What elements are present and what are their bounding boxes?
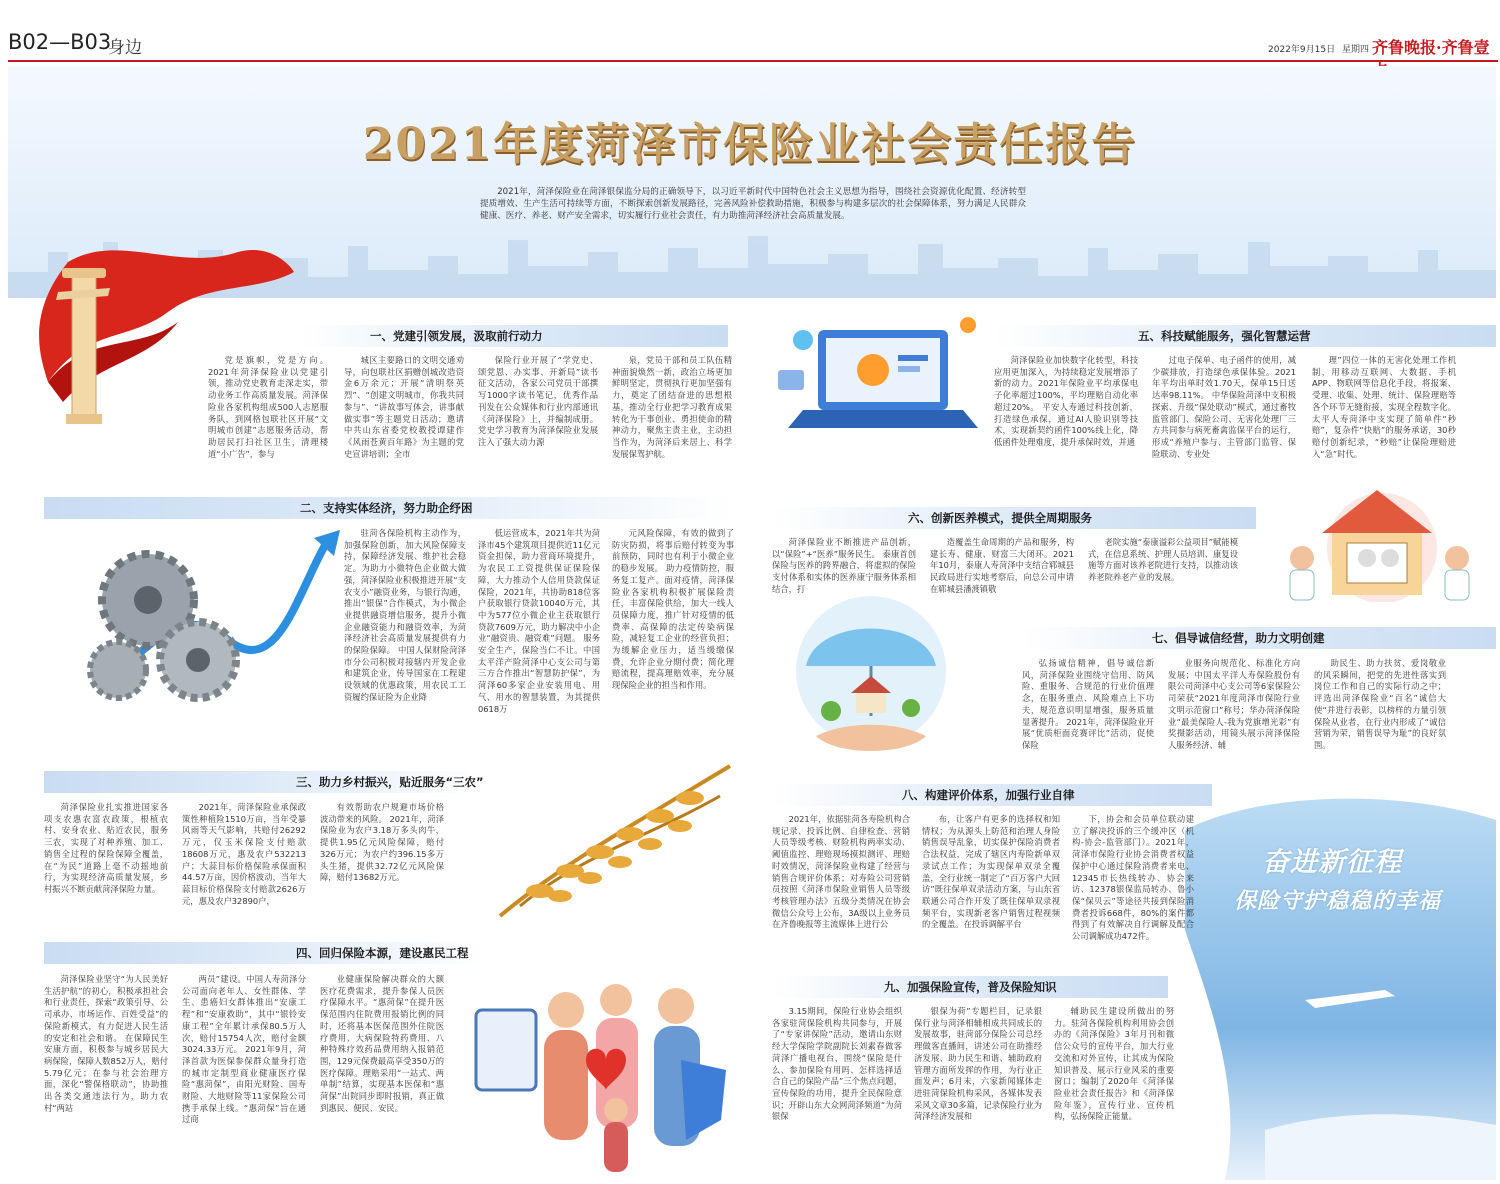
section-6-heading-bar [772,507,1256,529]
section-7-column-3: 助民生、助力扶贫、爱岗敬业的风采瞬间，把党的先进性落实到岗位工作和自己的实际行动之中；评选出菏泽保险业“百名”诚信大使“并进行表彰，以榜样的力量引领保险从业者，在行业内形成了“诚信营销为荣，销售误导为耻”的良好氛围。 [1314,658,1446,750]
family-illustration [466,970,736,1180]
section-4-heading: 四、回归保险本源，建设惠民工程 [296,946,469,960]
section-7-column-2: 业服务向规范化、标准化方向发展；中国太平洋人寿保险股份有限公司菏泽中心支公司等6家保险公司荣获“2021年度菏泽市保险行业文明示范窗口”称号；华办菏泽保险业“最美保险人-我为党旗增光彩”有奖摄影活动，用镜头展示菏泽保险人服务经济、辅 [1168,658,1300,750]
section-9-column-1: 3.15期间，保险行业协会组织各家驻菏保险机构共同参与，开展了“专家讲保险”活动，邀请山东财经大学保险学院副院长刘素春做客菏泽广播电视台，围绕“保险是什么、参加保险有用吗、怎样选择适合自己的保险产品”三个焦点问题，宣传保险的功用，提升全民保险意识；开辟山东大众网菏泽频道“为菏银保 [772,1006,902,1122]
section-8-heading: 八、构建评价体系，加强行业自律 [902,788,1075,802]
section-3-column-1: 菏泽保险业扎实推进国家各项支农惠农富农政策，根植农村、安身农业、贴近农民，服务三农，实现了对种养殖、加工、销售全过程的保险保障全覆盖，在“为民”道路上毫不动摇地前行，为实现经济高质量发展，乡村振兴不断贡献菏泽保险力量。 [44,802,168,894]
section-8-column-2: 布，让客户有更多的选择权和知情权；为从源头上防范和治理人身险销售误导乱象，切实保护保险消费者合法权益，完成了辖区内寿险新单双录试点工作；为实现保单双录全覆盖，全行业统一制定了“百万客户大回访”既往保单双录活动方案，与山东省联通公司合作开发了既往保单双录视频平台，实现新老客户销售过程视频的全覆盖。在投诉调解平台 [922,814,1060,930]
report-title: 2021年度菏泽市保险业社会责任报告 [362,119,1138,170]
slogan-line-2: 保险守护稳稳的幸福 [1234,888,1442,914]
section-5-column-2: 过电子保单、电子函件的使用，减少碳排放，打造绿色承保体验。2021年平均出单时效1.70天，保单15日送达率98.11%。 中华保险菏泽中支积极探索、升级“保处联动”模式，通过畜牧监管部门、保险公司、无害化处理厂三方共同参与病死畜禽监保平台的运行，形成“养殖户参与、主管部门监管、保险联动、专业处 [1152,355,1296,459]
section-6-column-3: 老院实施“泰康溢彩公益项目”赋能模式，在信息系统、护理人员培训、康复设施等方面对该养老院进行支持，以推动该养老院养老产业的发展。 [1088,537,1238,583]
wheat-illustration [480,756,740,926]
report-introduction: 2021年，菏泽保险业在菏泽银保监分局的正确领导下，以习近平新时代中国特色社会主义思想为指导，围绕社会资源优化配置、经济转型提质增效、生产生活可持续等方面，不断探索创新发展路径，完善风险补偿救助措施，积极参与构建多层次的社会保障体系，努力满足人民群众健康、医疗、养老、财产安全需求，切实履行行业社会责任，有力助推菏泽经济社会高质量发展。 [480,187,1026,221]
section-6-heading: 六、创新医养模式，提供全周期服务 [908,511,1092,525]
section-9-heading-bar [772,976,1168,998]
section-5-column-1: 菏泽保险业加快数字化转型，科技应用更加深入，为持续稳定发展增添了新的动力。2021年保险业平均承保电子化率超过100%，平均理赔自动化率超过20%。 平安人寿通过科技创新，打造绿色承保，通过AI人脸识别等技术，实现新契约函件100%线上化，降低函件处理难度，提升承保时效，并通 [994,355,1138,447]
umbrella-hands-house-illustration [786,596,956,766]
section-3-column-2: 2021年，菏泽保险业承保政策性种植险1510万亩，当年受暴风雨等天气影响，共赔付26292万元，仅玉米保险支付赔款18608万元，惠及农户532213户；大蒜目标价格保险承保面积44.57万亩，因价格波动，当年大蒜目标价格保险支付赔款2626万元，惠及农户32890户， [182,802,306,906]
section-9-column-2: 银保为荷”专题栏目，记录银保行业与菏泽相辅相成共同成长的发展故事，驻菏部分保险公司总经理做客直播间，讲述公司在助推经济发展、助力民生和谐、辅助政府管理方面所发挥的作用，为行业正面发声；6月末，六家新闻媒体走进驻菏保险机构采风，各媒体发表采风文章30多篇，记录保险行业为菏泽经济发展和 [914,1006,1042,1122]
section-1-column-3: 保险行业开展了“学党史、颂党恩、办实事、开新局”读书征文活动，各家公司党员干部撰写1000字读书笔记，优秀作品刊发在公众媒体和行业内部通讯《菏泽保险》上，并编制成册。 党史学习教育为菏泽保险业发展注入了强大动力源 [478,355,598,447]
section-6-column-2: 造覆盖生命周期的产品和服务，构建长寿、健康、财富三大闭环。2021年10月，泰康人寿菏泽中支结合郓城县民政局进行实地考察后，向总公司申请在郓城县潘渡镇敬 [930,537,1074,594]
section-7-heading-bar [1022,627,1496,649]
section-4-column-1: 菏泽保险业坚守“为人民美好生活护航”的初心，积极承担社会和行业责任，探索“政策引导、公司承办、市场运作、百姓受益”的保险新模式，有力促进人民生活的安定和社会和谐。 在保障民生安康方面，积极参与城乡居民大病保险，保障人数852万人，赔付5.79亿元；在参与社会治理方面，深化“警保格联动”，协助推出各类交通违法行为，助力农村“两站 [44,974,168,1113]
section-2-column-1: 驻菏各保险机构主动作为，加强保险创新，加大风险保障支持，保障经济发展、维护社会稳定。为助力小微特色企业做大做强，菏泽保险业积极推进开展“支农支小”融资业务，与银行沟通，推出“银保”合作模式，为小微企业提供融资增信服务，提升小微企业融资能力和融资效率，为菏泽经济社会高质量发展提供有力的保险保障。 中国人保财险菏泽市分公司积极对接辖内开发企业和建筑企业，传导国家在工程建设领域的优惠政策，用农民工工资履约保证险为企业降 [344,528,466,702]
section-8-heading-bar [772,784,1212,806]
technology-laptop-illustration [778,300,988,450]
section-7-heading: 七、倡导诚信经营，助力文明创建 [1152,631,1325,645]
elderly-care-house-illustration [1262,478,1492,602]
section-9-heading: 九、加强保险宣传，普及保险知识 [884,980,1057,994]
section-4-column-3: 业健康保险解决群众的大额医疗花费需求，提升参保人员医疗保障水平。“惠菏保”在提升医保范围内住院费用报销比例的同时，还将基本医保范围外住院医疗费用、大病保险特药费用、八种特殊疗效药品费用纳入报销范围，129元保费最高享受350万的医疗保障。理赔采用“一站式、两单制”结算，实现基本医保和“惠菏保”出院同步即时报销，真正做到惠民、便民、安民。 [320,974,444,1113]
section-8-column-3: 下，协会和会员单位联动建立了解决投诉的三个缓冲区（机构-协会-监管部门）。2021年，菏泽市保险行业协会消费者权益保护中心通过保险消费者来电、12345市长热线转办、协会来访、12378银保监局转办、鲁小保“保贝云”等途径共接到保险消费者投诉668件，80%的案件都得到了有效解决自行调解及配合公司调解成功472件。 [1072,814,1194,942]
gears-growth-illustration [78,530,348,720]
section-4-heading-bar [44,942,484,964]
slogan-line-1: 奋进新征程 [1262,847,1402,878]
section-4-column-2: 两员”建设。中国人寿菏泽分公司面向老年人、女性群体、学生、患癌妇女群体推出“安康工程”和“安康救助”，其中“银铃安康工程”全年累计承保80.5万人次，赔付15754人次，赔付金额3024.33万元。 2021年9月，菏泽首款为医保参保群众量身打造的城市定制型商业健康医疗保险“惠菏保”，由阳光财险、国寿财险、大地财险等11家保险公司携手承保上线。“惠菏保”旨在通过商 [182,974,306,1125]
section-3-column-3: 有效帮助农户规避市场价格波动带来的风险。 2021年，菏泽保险业为农户3.18万多头肉牛，提供1.95亿元风险保障，赔付326万元；为农户约396.15多万头生猪，提供32.72亿元风险保障，赔付13682万元。 [320,802,444,883]
section-8-column-1: 2021年，依据驻菏各寿险机构合规记录、投诉比例、自律检查、营销人员等级考核、财险机构两率实动、阈值监控、理赔现场摸拟测评、理赔时效情况，菏泽保险业构建了经营与销售合规评价体系；对寿险公司营销员按照《菏泽市保险业销售人员等级考核管理办法》五级分类情况在协会微信公众号上公布，3A级以上业务员在齐鲁晚报等主流媒体上进行公 [772,814,910,930]
section-2-heading-bar [44,497,734,519]
publication-weekday: 星期四 [1342,45,1370,55]
section-1-heading-bar [300,325,728,347]
newspaper-logo-text: 齐鲁晚报·齐鲁壹 [1372,38,1490,57]
section-1-column-2: 城区主要路口的文明交通劝导，向包联社区捐赠创城改造资金6万余元；开展“清明祭英烈”、“创建文明城市，你我共同参与”、“讲故事写体会，讲事献做实事”等主题党日活动；邀请中共山东省委党校教授谭建作《风雨苍黄百年路》为主题的党史宣讲培训；全市 [344,355,464,459]
section-5-heading-bar [994,325,1496,347]
section-5-column-3: 理”四位一体的无害化处理工作机制，用移动互联网、大数据、手机APP、物联网等信息化手段，将报案、受理、收集、处理、统计、保险理赔等各个环节无缝衔接，实现全程数字化。 太平人寿菏泽中支实现了简单件“秒赔”，复杂件“快赔”的服务承诺，30秒赔付创新纪录，“秒赔”让保险理赔进入“急”时代。 [1312,355,1456,459]
section-5-heading: 五、科技赋能服务，强化智慧运营 [1138,329,1311,343]
section-2-heading: 二、支持实体经济，努力助企纾困 [300,501,473,515]
section-7-column-1: 弘扬诚信精神，倡导诚信新风，菏泽保险业围绕守信用、防风险、重服务、合规范的行业价值理念，在服务重点、风险难点上下功夫，规范意识明显增强，服务质量显著提升。 2021年，菏泽保险业开展“优质柜面竞赛评比”活动，促使保险 [1022,658,1154,750]
section-name: 身边 [108,38,142,58]
section-1-column-4: 泉，党员干部和员工队伍精神面貌焕然一新，政治立场更加鲜明坚定，贯彻执行更加坚强有力，奠定了团结奋进的思想根基，推动全行业把学习教育成果转化为干事创业、勇担使命的精神动力，聚焦主责主业，主动担当作为，为菏泽后来居上、科学发展保驾护航。 [612,355,732,459]
page-number: B02—B03 [8,30,112,54]
publication-date: 2022年9月15日 [1268,45,1336,55]
section-1-heading: 一、党建引领发展，汲取前行动力 [370,329,543,343]
section-3-heading: 三、助力乡村振兴，贴近服务“三农” [296,775,484,789]
section-3-heading-bar [44,771,484,793]
section-1-column-1: 党是旗帜，党是方向。2021年菏泽保险业以党建引领，推动党史教育走深走实，带动业务工作高质量发展。菏泽保险业各家机构组成500人志愿服务队，到网格包联社区开展“文明城市创建”志愿服务活动，帮助居民打扫社区卫生，清理楼道“小广告”，参与 [208,355,328,459]
header-divider [8,60,1498,62]
section-2-column-2: 低运营成本，2021年共为菏泽市45个建筑项目提供近11亿元资金担保，助力营商环境提升，为农民工工资提供保证保险保障，大力推动个人信用贷款保证保险，2021年，共协助818位客户获取银行贷款10040万元，其中为577位小微企业主获取银行贷款7609万元，助力解决中小企业“融资贵、融资难”问题。 服务安全生产，保险当仁不让。中国太平洋产险菏泽中心支公司与第三方合作推出“智慧防护保”，为菏泽60多家企业安装用电、用气、用水的智慧装置，为其提供0618万 [478,528,600,714]
section-6-column-1: 菏泽保险业不断推进产品创新，以“保险”+“医养”服务民生。 泰康首创保险与医养的跨界融合，将虚拟的保险支付体系和实体的医养康宁服务体系相结合，打 [772,537,916,594]
section-9-column-3: 辅助民生建设所做出的努力。驻菏各保险机构利用协会创办的《菏泽保险》3年月刊和微信公众号的宣传平台，加大行业交流和对外宣传，让其成为保险知识普及、展示行业风采的重要窗口；编制了2020年《菏泽保险业社会责任报告》和《菏泽保险年鉴》，宣传行业、宣传机构，弘扬保险正能量。 [1054,1006,1174,1122]
section-2-column-3: 元风险保障，有效的做到了防灾防损，将事后赔付转变为事前预防，同时也有利于小微企业的稳步发展。 助力疫情防控，服务复工复产。面对疫情，菏泽保险业各家机构积极扩展保险责任，丰富保险供给，加大一线人员保障力度，推广针对疫情的低费率、高保障的法定传染病保险，减轻复工企业的经营负担；为缓解企业压力，适当缓缴保费，允许企业分期付费；简化理赔流程，提高理赔效率，充分展现保险企业的担当和作用。 [612,528,734,691]
